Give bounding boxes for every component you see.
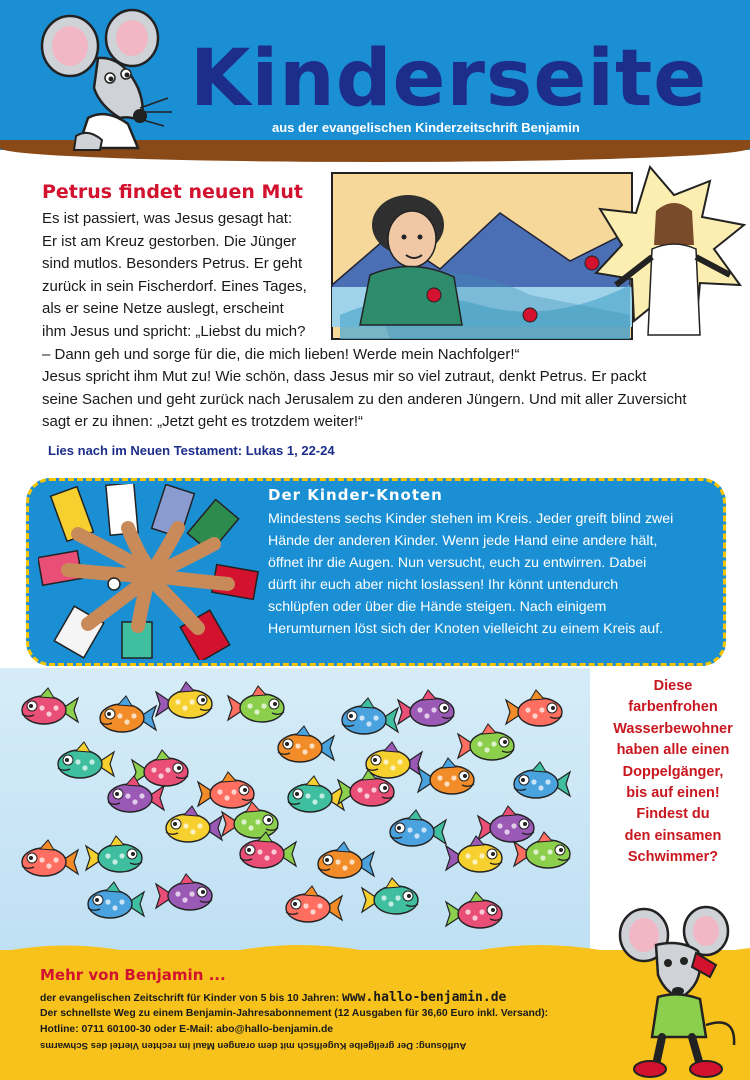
fish-icon[interactable] [362, 878, 418, 914]
puzzle-line: Wasserbewohner [613, 720, 733, 737]
story-line: als er seine Netze auslegt, erscheint [42, 300, 284, 318]
fish-icon[interactable] [390, 810, 446, 846]
fish-icon[interactable] [446, 892, 502, 928]
fish-icon[interactable] [446, 836, 502, 872]
page-subtitle: aus der evangelischen Kinderzeitschrift Benjamin [272, 120, 580, 135]
bible-reference: Lies nach im Neuen Testament: Lukas 1, 22-24 [48, 443, 335, 458]
fish-icon[interactable] [156, 874, 212, 910]
knot-line: öffnet ihr die Augen. Nun versucht, euch zu entwirren. Dabei [268, 555, 647, 571]
fish-icon[interactable] [166, 806, 222, 842]
fish-icon[interactable] [398, 690, 454, 726]
story-line: sind mutlos. Besonders Petrus. Er geht [42, 255, 303, 273]
mouse-mascot-top-icon [28, 8, 178, 158]
fish-icon[interactable] [506, 690, 562, 726]
story-line: seine Sachen und geht zurück nach Jerusalem zu den anderen Jüngern. Und mit aller Zuversicht [42, 390, 687, 408]
puzzle-line: Diese [653, 678, 693, 694]
fish-icon[interactable] [100, 696, 156, 732]
knot-line: schlüpfen oder über die Hände steigen. Nach einigem [268, 599, 607, 615]
fish-icon[interactable] [288, 776, 344, 812]
story-line: – Dann geh und sorge für die, die mich lieben! Werde mein Nachfolger!“ [42, 345, 520, 363]
fish-icon[interactable] [228, 686, 284, 722]
knot-body [268, 508, 718, 640]
puzzle-line: Findest du [636, 806, 710, 823]
fish-icon[interactable] [132, 750, 188, 786]
fish-icon[interactable] [88, 882, 144, 918]
puzzle-solution-upside-down: Auflösung: Der grellgelbe Kugelfisch mit dem orangen Maul im rechten Viertel des Schwarms [40, 1040, 467, 1051]
fish-icon[interactable] [278, 726, 334, 762]
story-line: ihm Jesus und spricht: „Liebst du mich? [42, 322, 306, 340]
fish-icon[interactable] [86, 836, 142, 872]
fish-icon[interactable] [198, 772, 254, 808]
fish-icon[interactable] [318, 842, 374, 878]
fish-puzzle-area [0, 668, 590, 950]
hands-knot-illustration [38, 484, 260, 660]
mouse-mascot-phone-icon [606, 905, 750, 1080]
puzzle-line: Schwimmer? [627, 849, 719, 866]
fish-icon[interactable] [418, 758, 474, 794]
footer-title: Mehr von Benjamin ... [40, 966, 226, 984]
puzzle-line: den einsamen [624, 827, 722, 844]
story-line: sagt er zu ihnen: „Jetzt geht es trotzdem weiter!“ [42, 413, 363, 431]
story-title: Petrus findet neuen Mut [42, 181, 303, 203]
footer-line-magazine [40, 990, 506, 1005]
puzzle-line: haben alle einen [616, 742, 730, 759]
knot-line: Mindestens sechs Kinder stehen im Kreis. Jeder greift blind zwei [268, 511, 674, 527]
story-line: zurück in sein Fischerdorf. Eines Tages, [42, 277, 307, 295]
puzzle-line: bis auf einen! [626, 785, 720, 802]
fish-icon[interactable] [514, 762, 570, 798]
fish-icon[interactable] [156, 682, 212, 718]
page-title: Kinderseite [190, 34, 708, 124]
knot-line: Hände der anderen Kinder. Wenn jede Hand eine andere hält, [268, 533, 658, 549]
puzzle-line: Doppelgänger, [622, 763, 724, 780]
footer-line-subscription: Der schnellste Weg zu einem Benjamin-Jahresabonnement (12 Ausgaben für 36,60 Euro inkl. Versand): [40, 1008, 549, 1019]
story-line: Es ist passiert, was Jesus gesagt hat: [42, 210, 293, 227]
fish-icon[interactable] [342, 698, 398, 734]
website-link[interactable]: www.hallo-benjamin.de [342, 990, 507, 1005]
fish-icon[interactable] [478, 806, 534, 842]
knot-title: Der Kinder-Knoten [268, 486, 443, 504]
puzzle-line: farbenfrohen [628, 699, 718, 716]
knot-line: dürft ihr euch aber nicht loslassen! Ihr könnt untendurch [268, 577, 619, 593]
puzzle-question [596, 676, 750, 869]
fish-icon[interactable] [366, 742, 422, 778]
story-body [42, 208, 732, 434]
fish-icon[interactable] [22, 688, 78, 724]
fish-icon[interactable] [286, 886, 342, 922]
story-line: Er ist am Kreuz gestorben. Die Jünger [42, 232, 297, 250]
knot-line: Herumturnen löst sich der Knoten vielleicht zu einem Kreis auf. [268, 621, 664, 637]
footer-magazine-text: der evangelischen Zeitschrift für Kinder von 5 bis 10 Jahren: [40, 993, 340, 1004]
story-line: Jesus spricht ihm Mut zu! Wie schön, dass Jesus mir so viel zutraut, denkt Petrus. Er packt [42, 368, 647, 386]
footer-line-hotline: Hotline: 0711 60100-30 oder E-Mail: abo@hallo-benjamin.de [40, 1024, 334, 1035]
fish-swarm [0, 668, 590, 950]
fish-icon[interactable] [22, 840, 78, 876]
fish-icon[interactable] [458, 724, 514, 760]
fish-icon[interactable] [58, 742, 114, 778]
